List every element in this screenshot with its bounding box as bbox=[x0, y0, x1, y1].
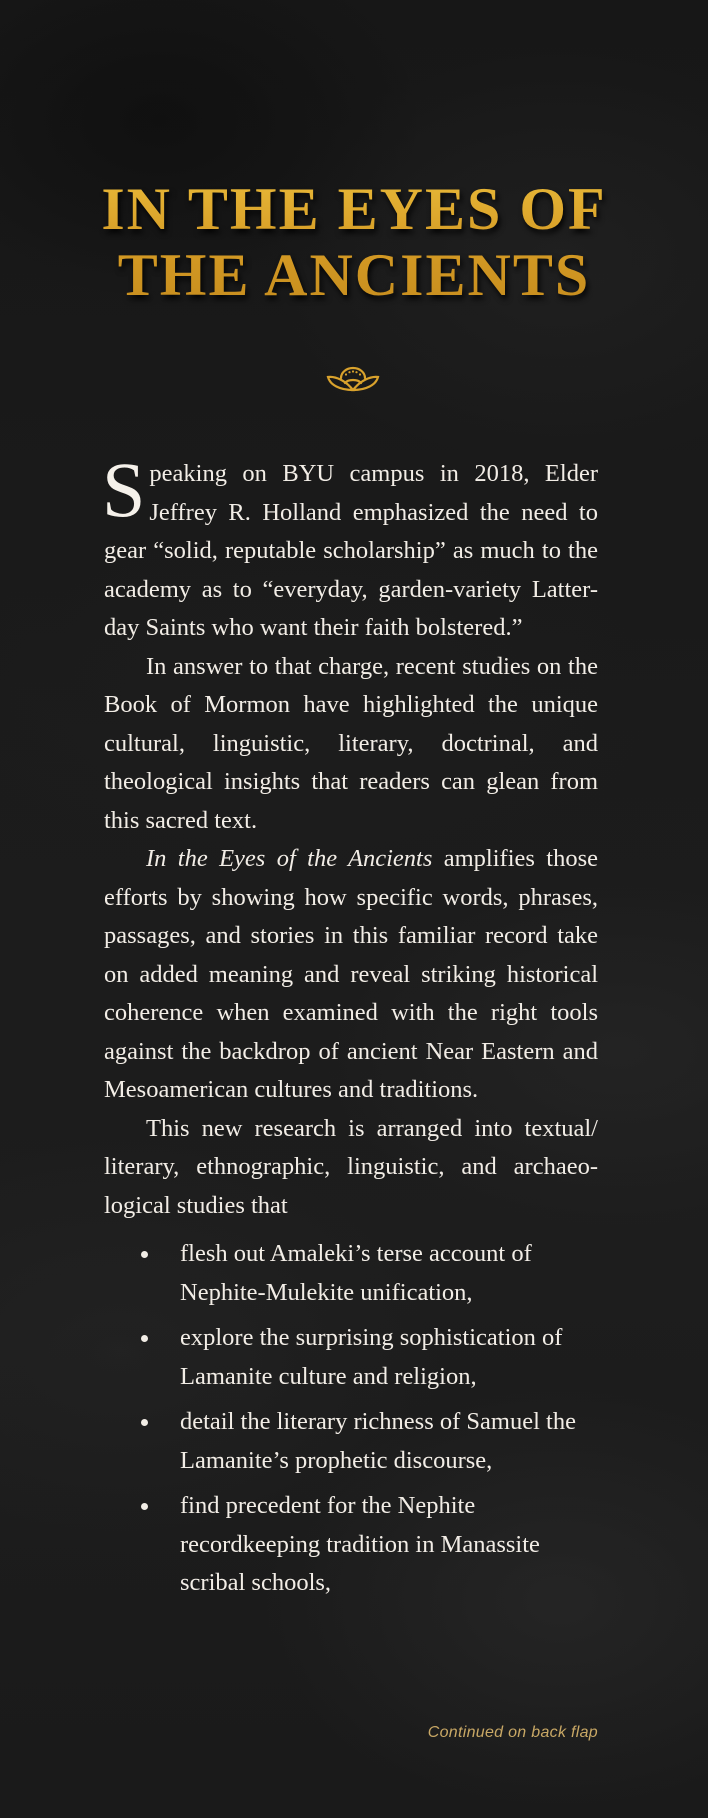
list-item bbox=[104, 1403, 598, 1480]
list-item bbox=[104, 1319, 598, 1396]
bullet-icon bbox=[141, 1419, 148, 1426]
paragraph-1-text: peaking on BYU campus in 2018, Elder Jeffrey R. Holland emphasized the need to gear “solid, reputable scholarship” as much to the academy as to “everyday, garden-variety Latter-day Saints who want their faith bolstered.” bbox=[104, 460, 598, 641]
paragraph-1 bbox=[102, 446, 598, 648]
list-item-text: find precedent for the Nephite recordkeeping tradition in Manassite scribal schools, bbox=[180, 1492, 540, 1596]
title-line-2: THE ANCIENTS bbox=[117, 242, 591, 308]
paragraph-3-text: amplifies those efforts by showing how specific words, phrases, passages, and stories in this familiar record take on added meaning and reveal striking historical coherence when examined with the right tools against the backdrop of ancient Near Eastern and Mesoamerican cultures and traditions. bbox=[104, 845, 599, 1103]
bullet-icon bbox=[141, 1335, 148, 1342]
bullet-icon bbox=[141, 1251, 148, 1258]
paragraph-3 bbox=[104, 840, 598, 1110]
drop-cap: S bbox=[102, 446, 146, 533]
continued-note: Continued on back flap bbox=[427, 1724, 598, 1741]
title-line-1: IN THE EYES OF bbox=[101, 176, 607, 242]
paragraph-2: In answer to that charge, recent studies on the Book of Mormon have highlighted the unique cultural, linguistic, literary, doctrinal, and theological insights that readers can glean from this sacred text. bbox=[104, 652, 598, 834]
book-title-italic: In the Eyes of the Ancients bbox=[146, 845, 433, 872]
lotus-ornament-icon bbox=[326, 365, 380, 393]
book-title bbox=[0, 176, 708, 308]
list-item-text: flesh out Amaleki’s terse account of Nephite-Mulekite unification, bbox=[180, 1240, 532, 1306]
description-body bbox=[102, 446, 599, 1610]
paragraph-4: This new research is arranged into textual/ literary, ethnographic, linguistic, and archaeo-logical studies that bbox=[104, 1114, 598, 1219]
studies-list bbox=[104, 1235, 598, 1603]
list-item-text: explore the surprising sophistication of Lamanite culture and religion, bbox=[180, 1324, 563, 1390]
list-item-text: detail the literary richness of Samuel the Lamanite’s prophetic discourse, bbox=[180, 1408, 576, 1474]
list-item bbox=[104, 1235, 598, 1312]
bullet-icon bbox=[141, 1503, 148, 1510]
list-item bbox=[104, 1487, 598, 1603]
